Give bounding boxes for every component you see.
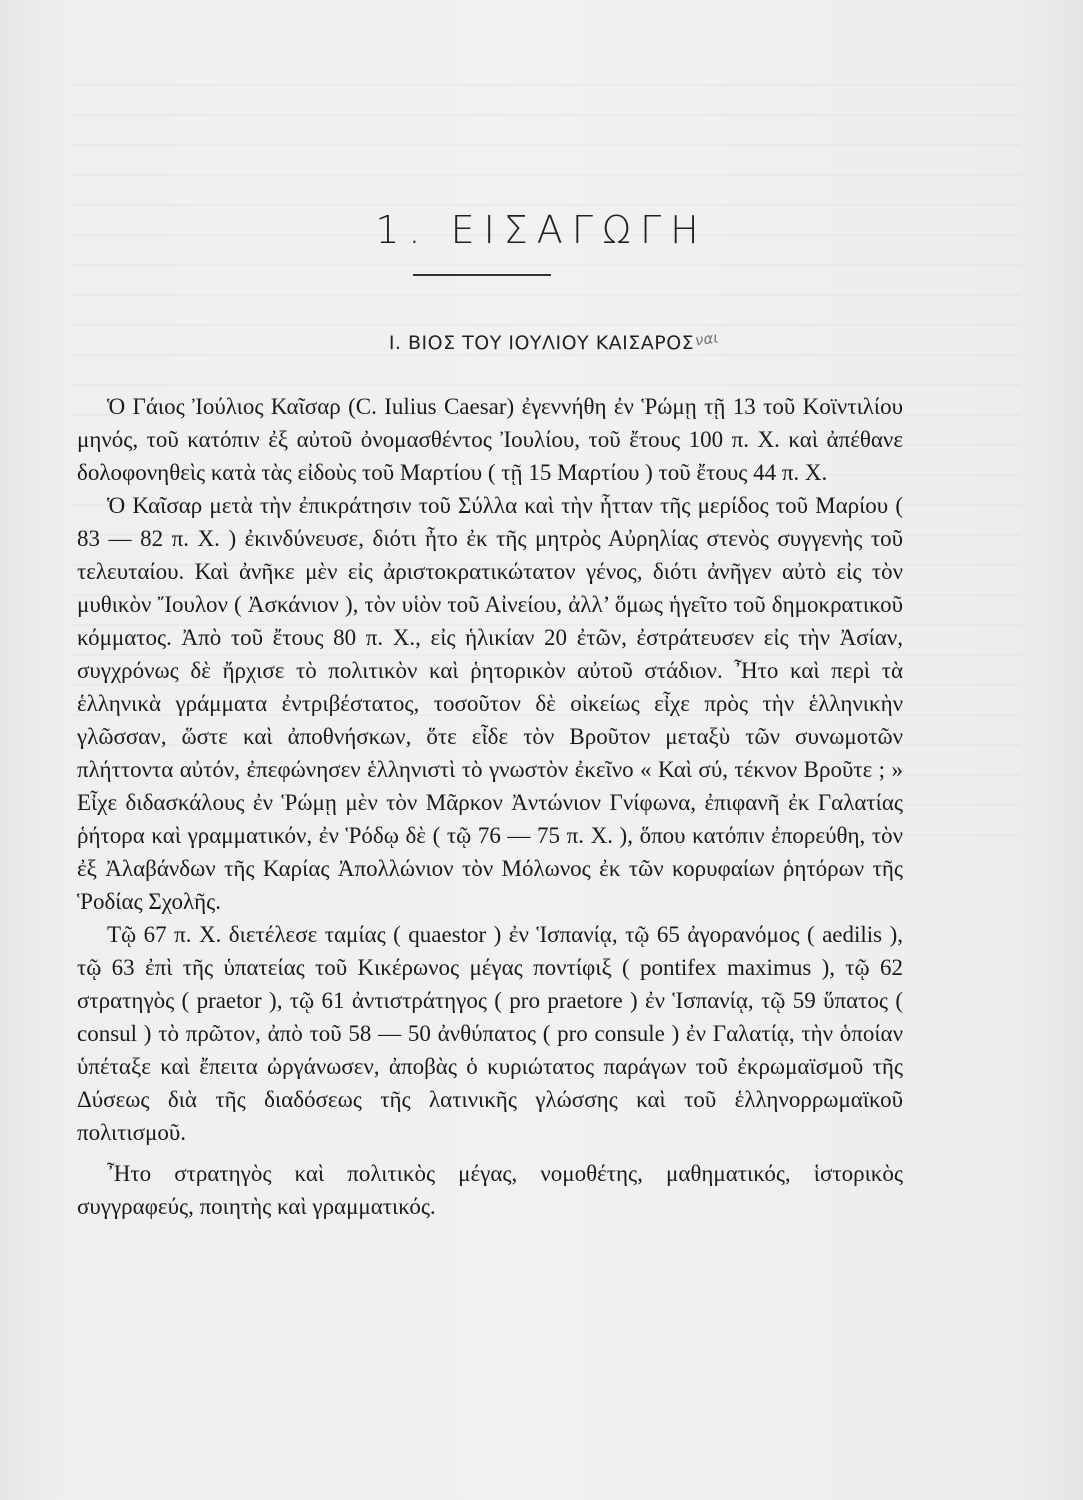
handwritten-margin-note: ναι — [693, 328, 720, 350]
heading-rule — [413, 274, 551, 276]
paragraph-early-life: Ὁ Καῖσαρ μετὰ τὴν ἐπικράτησιν τοῦ Σύλλα καὶ τὴν ἧτταν τῆς μερίδος τοῦ Μαρίου ( 83 — 82 π. Χ. ) ἐκινδύνευσε, διότι ἦτο ἐκ τῆς μητρὸς Αὐρηλίας στενὸς συγγενὴς τοῦ τελευταίου. Καὶ ἀνῆκε μὲν εἰς ἀριστοκρατικώτατον γένος, διότι ἀνῆγεν αὐτὸ εἰς τὸν μυθικὸν Ἴουλον ( Ἀσκάνιον ), τὸν υἱὸν τοῦ Αἰνείου, ἀλλ’ ὅμως ἡγεῖτο τοῦ δημοκρατικοῦ κόμματος. Ἀπὸ τοῦ ἔτους 80 π. Χ., εἰς ἡλικίαν 20 ἐτῶν, ἐστράτευσεν εἰς τὴν Ἀσίαν, συγχρόνως δὲ ἤρχισε τὸ πολιτικὸν καὶ ῥητορικὸν αὐτοῦ στάδιον. Ἦτο καὶ περὶ τὰ ἑλληνικὰ γράμματα ἐντριβέστατος, τοσοῦτον δὲ οἰκείως εἶχε πρὸς τὴν ἑλληνικὴν γλῶσσαν, ὥστε καὶ ἀποθνήσκων, ὅτε εἶδε τὸν Βροῦτον μεταξὺ τῶν συνωμοτῶν πλήττοντα αὐτόν, ἐπεφώνησεν ἑλληνιστὶ τὸ γνωστὸν ἐκεῖνο « Καὶ σύ, τέκνον Βροῦτε ; » Εἶχε διδασκάλους ἐν Ῥώμῃ μὲν τὸν Μᾶρκον Ἀντώνιον Γνίφωνα, ἐπιφανῆ ἐκ Γαλατίας ῥήτορα καὶ γραμματικόν, ἐν Ῥόδῳ δὲ ( τῷ 76 — 75 π. Χ. ), ὅπου κατόπιν ἐπορεύθη, τὸν ἐξ Ἀλαβάνδων τῆς Καρίας Ἀπολλώνιον τὸν Μόλωνος ἐκ τῶν κορυφαίων ῥητόρων τῆς Ῥοδίας Σχολῆς. — [77, 493, 903, 914]
body-text — [77, 390, 903, 1223]
chapter-heading: 1. ΕΙΣΑΓΩΓΗ — [375, 208, 708, 252]
section-heading: Ι. ΒΙΟΣ ΤΟΥ ΙΟΥΛΙΟΥ ΚΑΙΣΑΡΟΣ — [388, 332, 695, 354]
paragraph-birth-death: Ὁ Γάιος Ἰούλιος Καῖσαρ (C. Iulius Caesar) ἐγεννήθη ἐν Ῥώμῃ τῇ 13 τοῦ Κοϊντιλίου μηνός, τοῦ κατόπιν ἐξ αὐτοῦ ὀνομασθέντος Ἰουλίου, τοῦ ἔτους 100 π. Χ. καὶ ἀπέθανε δολοφονηθεὶς κατὰ τὰς εἰδοὺς τοῦ Μαρτίου ( τῇ 15 Μαρτίου ) τοῦ ἔτους 44 π. Χ. — [77, 394, 903, 485]
paragraph-summary: Ἦτο στρατηγὸς καὶ πολιτικὸς μέγας, νομοθέτης, μαθηματικός, ἱστορικὸς συγγραφεύς, ποιητὴς καὶ γραμματικός. — [77, 1161, 903, 1219]
paragraph-career: Τῷ 67 π. Χ. διετέλεσε ταμίας ( quaestor ) ἐν Ἱσπανίᾳ, τῷ 65 ἀγορανόμος ( aedilis ), τῷ 63 ἐπὶ τῆς ὑπατείας τοῦ Κικέρωνος μέγας ποντίφιξ ( pontifex maximus ), τῷ 62 στρατηγὸς ( praetor ), τῷ 61 ἀντιστράτηγος ( pro praetore ) ἐν Ἱσπανίᾳ, τῷ 59 ὕπατος ( consul ) τὸ πρῶτον, ἀπὸ τοῦ 58 — 50 ἀνθύπατος ( pro consule ) ἐν Γαλατίᾳ, τὴν ὁποίαν ὑπέταξε καὶ ἔπειτα ὠργάνωσεν, ἀποβὰς ὁ κυριώτατος παράγων τοῦ ἐκρωμαϊσμοῦ τῆς Δύσεως διὰ τῆς διαδόσεως τῆς λατινικῆς γλώσσης καὶ τοῦ ἑλληνορρωμαϊκοῦ πολιτισμοῦ. — [77, 922, 903, 1145]
